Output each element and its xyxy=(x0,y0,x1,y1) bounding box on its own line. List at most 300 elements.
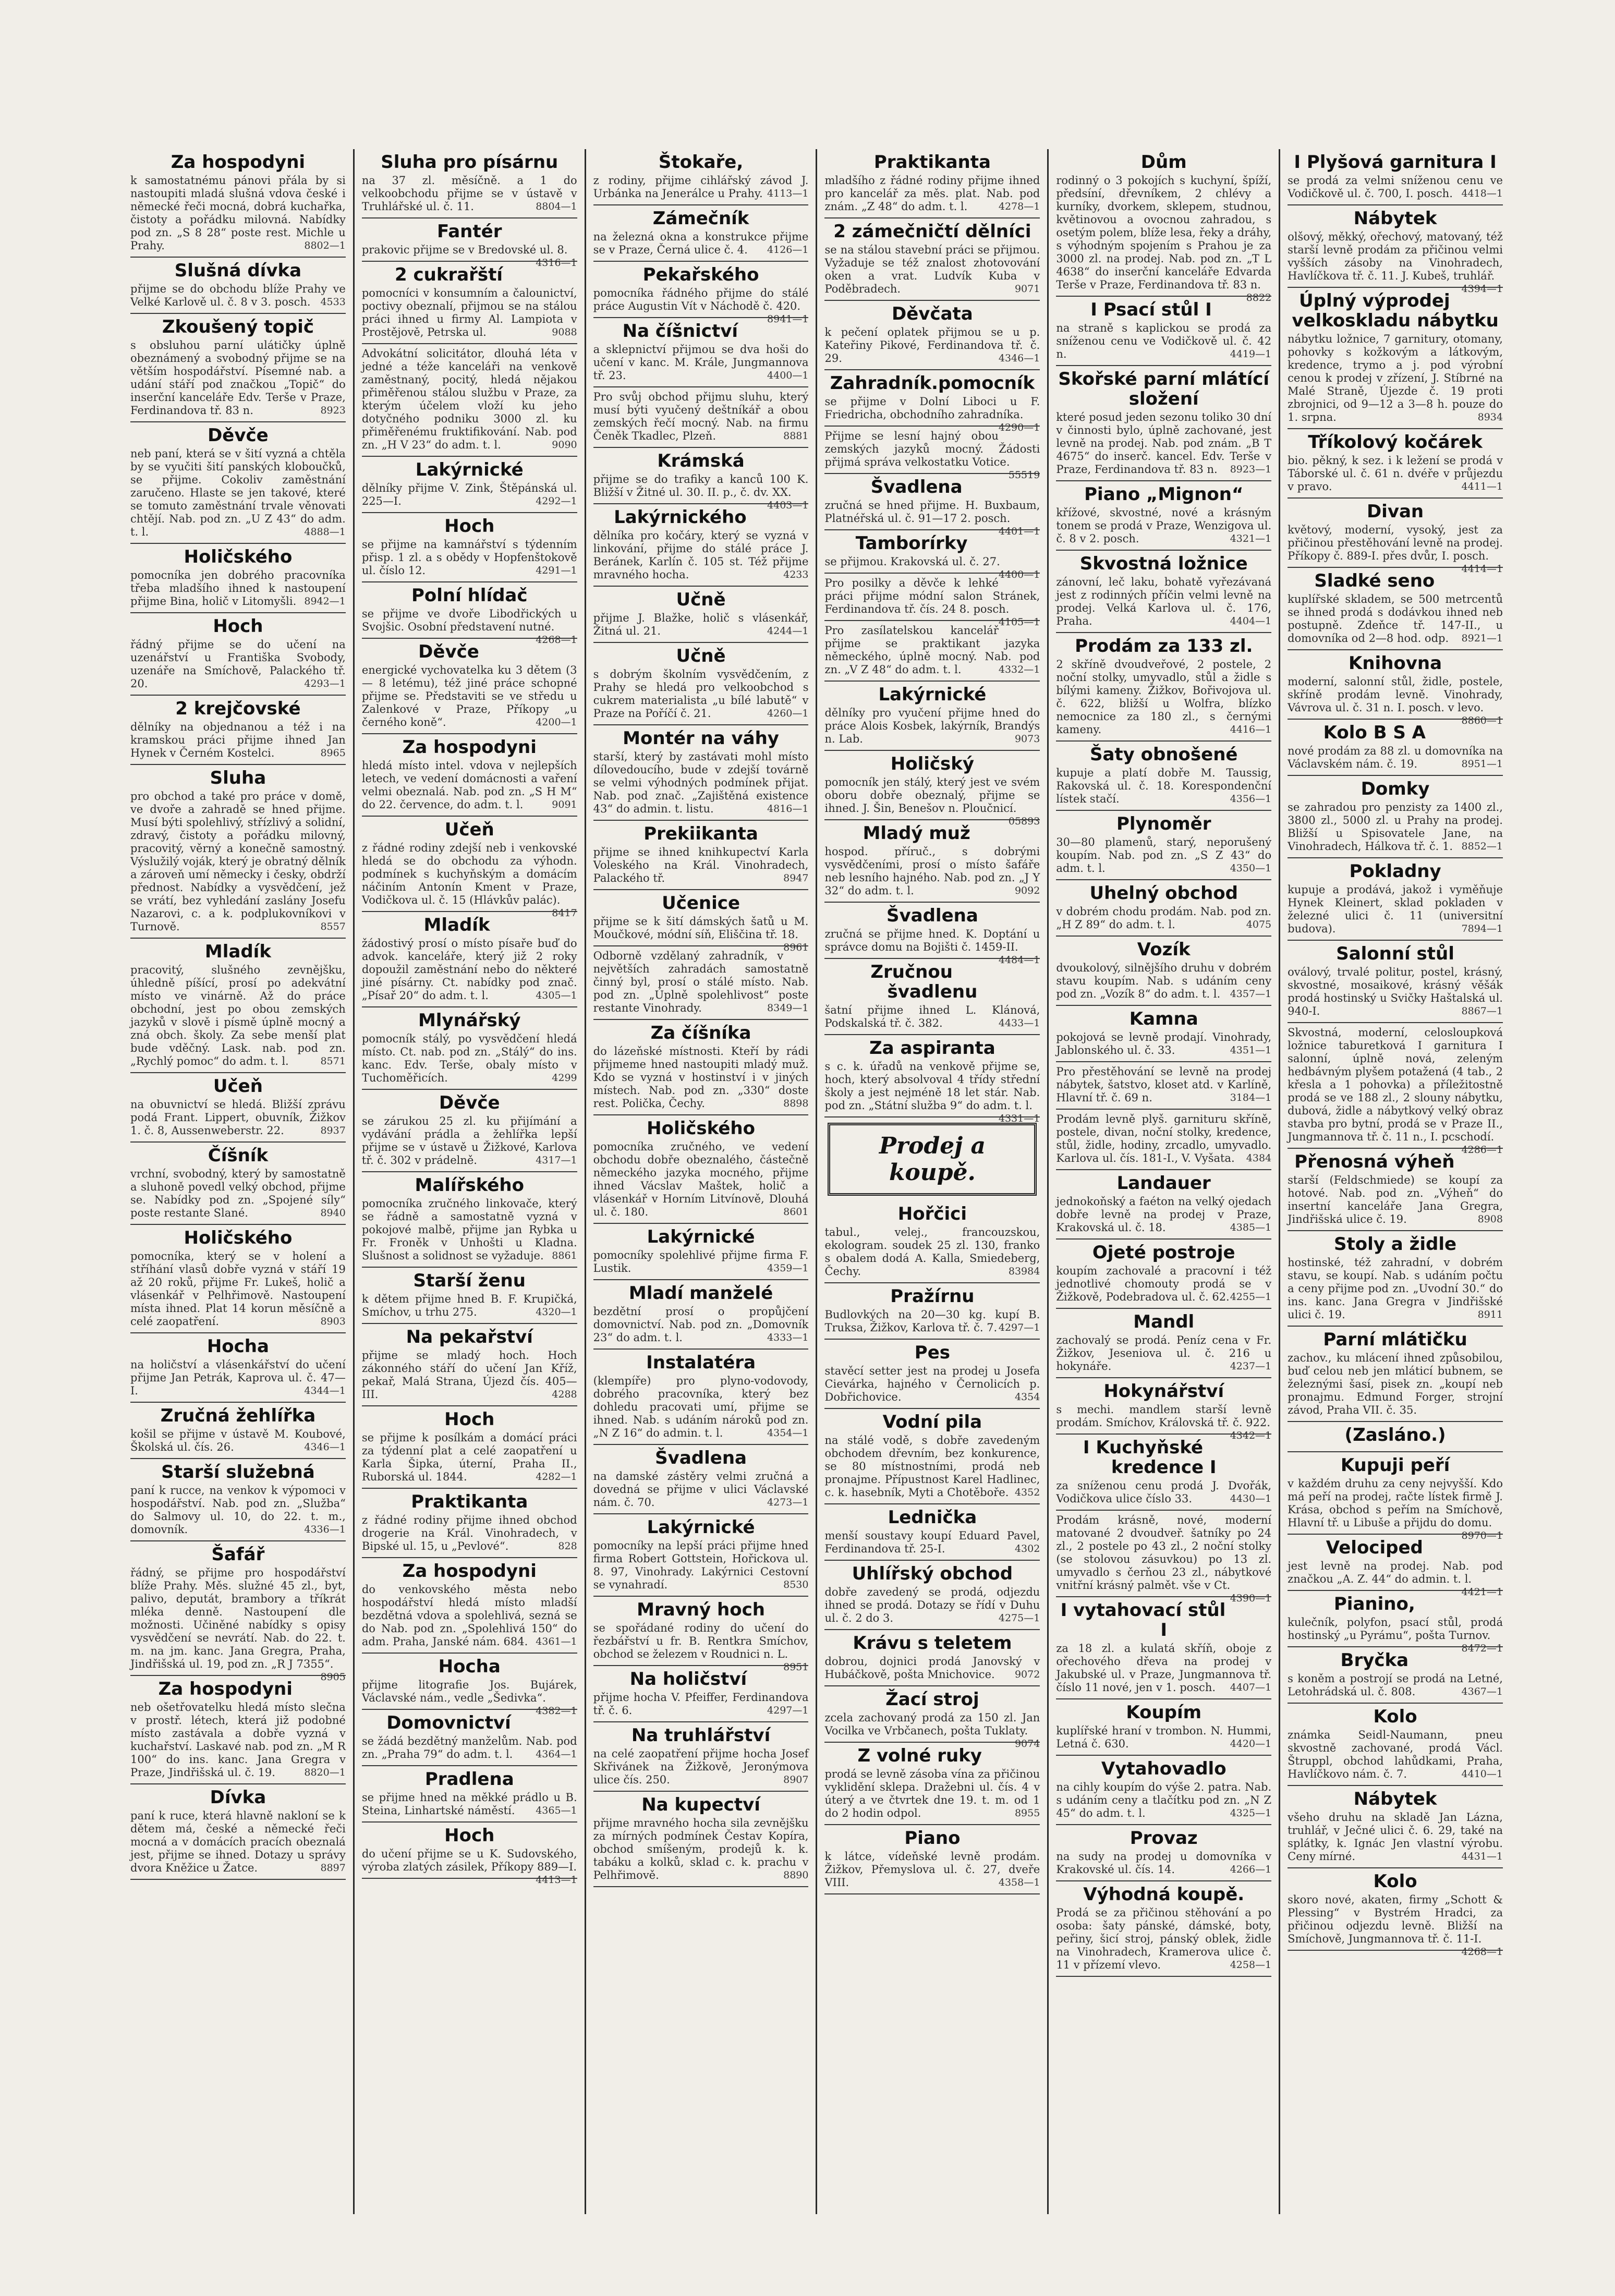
classified-ad xyxy=(1056,1435,1271,1511)
ad-text xyxy=(1056,1514,1272,1604)
ad-body: květový, moderní, vysoký, jest za přičinou přestěhování levně na prodej. Příkopy č. 889-I. přes dvůr, I. posch. xyxy=(1288,524,1503,562)
ad-number: 4297—1 xyxy=(767,1705,809,1716)
ad-heading: Velociped xyxy=(1326,1537,1423,1558)
ad-heading: Krávu s teletem xyxy=(853,1633,1012,1654)
ad-text xyxy=(824,1768,1040,1820)
ad-number: 4394—1 xyxy=(1461,283,1503,295)
classified-ad xyxy=(130,1541,346,1683)
ad-body: prodá se levně zásoba vína za přičinou vyklidění sklepa. Dražebni ul. čís. 4 v úterý a ve čtvrtek dne 19. t. m. od 1 do 2 hodin odpol. xyxy=(824,1768,1040,1819)
classified-ad xyxy=(362,1766,577,1823)
ad-body: pomocník stálý, po vysvědčení hledá místo. Ct. nab. pod zn. „Stálý“ do ins. kanc. Edv. Terše, obaly místo v Tuchoměřicích. xyxy=(361,1032,577,1084)
ad-text xyxy=(824,1308,1040,1334)
classified-ad xyxy=(361,817,577,919)
column-1 xyxy=(123,149,355,2214)
classified-columns xyxy=(123,149,1510,2214)
ad-number: 4233 xyxy=(783,569,809,580)
ad-text xyxy=(1056,411,1271,476)
ad-heading: Dívka xyxy=(210,1787,266,1808)
ad-text xyxy=(1056,1850,1271,1876)
ad-text xyxy=(1288,1256,1503,1321)
ad-text xyxy=(130,1484,346,1536)
ad-text xyxy=(824,174,1040,213)
classified-ad xyxy=(1056,1006,1271,1062)
ad-body: na holičství a vlásenkářství do učení přijme Jan Petrák, Kaprova ul. č. 47—I. xyxy=(130,1358,346,1397)
ad-heading: Výhodná koupě. xyxy=(1083,1884,1245,1905)
classified-ad xyxy=(1288,1149,1503,1231)
ad-text xyxy=(130,638,346,690)
column-5 xyxy=(1049,149,1280,2214)
ad-text xyxy=(593,529,809,581)
classified-ad xyxy=(824,1201,1040,1283)
ad-heading: Plynoměr xyxy=(1116,813,1211,834)
ad-text xyxy=(130,1428,346,1454)
ad-body: přijme se k šití dámských šatů u M. Moučkové, módní síň, Eliščina tř. 18. xyxy=(593,915,809,941)
classified-ad xyxy=(1056,1756,1271,1825)
classified-ad xyxy=(593,387,809,448)
ad-body: se přijme v Dolní Liboci u F. Friedricha, obchodního zahradníka. xyxy=(824,395,1040,421)
ad-text xyxy=(1056,1334,1271,1373)
classified-ad xyxy=(593,1514,809,1597)
ad-text xyxy=(824,244,1040,296)
ad-number: 4431—1 xyxy=(1461,1851,1503,1862)
classified-ad xyxy=(824,301,1040,370)
classified-ad xyxy=(361,1823,577,1886)
ad-heading: Pražírnu xyxy=(890,1286,975,1307)
classified-ad xyxy=(130,1459,346,1541)
ad-number: 8903 xyxy=(320,1316,346,1327)
ad-text xyxy=(130,174,346,252)
ad-number: 8921—1 xyxy=(1461,633,1503,644)
ad-body: Skvostná, moderní, celosloupková ložnice taburetková I garnitura I salonní, úplně nová, zeleným hedbávným plyšem potažená (4 tab., 2 křesla a 1 pohovka) a příležitostně prodá se ve 188 zl., 2 slouny nábytku, dubová, židle a nábytkový velký obraz stavba pro bytní, prodá se v Praze II., Jungmannova tř. č. 11 n., I. pcschodí. xyxy=(1288,1026,1503,1143)
ad-body: z rodiny, přijme cihlářský závod J. Urbánka na Jenerálce u Prahy. xyxy=(593,174,809,200)
ad-heading: Sluha pro písárnu xyxy=(381,152,558,173)
classified-ad xyxy=(1288,288,1503,429)
ad-number: 4418—1 xyxy=(1461,188,1503,199)
ad-number: 8923—1 xyxy=(1230,464,1272,475)
ad-number: 4126—1 xyxy=(767,244,809,256)
ad-heading: Lakýrnické xyxy=(647,1517,755,1538)
ad-text xyxy=(593,915,809,953)
ad-text xyxy=(1056,962,1271,1001)
ad-heading: Bryčka xyxy=(1340,1650,1409,1671)
ad-heading: Učně xyxy=(676,646,726,666)
classified-ad xyxy=(362,513,577,582)
ad-text xyxy=(593,750,809,816)
ad-number: 4105—1 xyxy=(998,616,1040,628)
ad-text xyxy=(1288,675,1503,726)
ad-body: 30—80 plamenů, starý, neporušený koupím. Nab. pod zn. „S Z 43“ do adm. t. l. xyxy=(1056,836,1272,874)
classified-ad xyxy=(130,613,346,696)
classified-ad xyxy=(1056,149,1272,303)
ad-heading: Zručná žehlířka xyxy=(160,1405,316,1426)
ad-number: 4344—1 xyxy=(304,1385,346,1396)
ad-body: pomocníka zručného, ve vedení obchodu dobře obeznalého, částečně německého jazyka mocného, přijme ihned Vácslav Maštek, holič a vlásenkář v Horním Litvínově, Dlouhá ul. č. 180. xyxy=(593,1140,809,1218)
ad-number: 4358—1 xyxy=(998,1877,1040,1888)
classified-ad xyxy=(1056,551,1271,633)
ad-text xyxy=(593,391,809,443)
column-3 xyxy=(586,149,818,2214)
ad-body: na celé zaopatření přijme hocha Josef Skřivánek na Žižkově, Jeronýmova ulice čís. 250. xyxy=(593,1747,809,1786)
classified-ad xyxy=(593,1597,809,1673)
ad-heading: Nábytek xyxy=(1353,1789,1437,1809)
ad-number: 4361—1 xyxy=(536,1636,577,1647)
ad-heading: Zahradník.pomocník xyxy=(830,373,1035,394)
ad-heading: Vodní pila xyxy=(882,1412,982,1432)
ad-text xyxy=(1288,1560,1503,1598)
ad-number: 8955 xyxy=(1014,1807,1040,1819)
ad-body: košil se přijme v ústavě M. Koubové, Školská ul. čís. 26. xyxy=(130,1428,346,1453)
ad-body: Pro přestěhování se levně na prodej nábytek, šatstvo, kloset atd. v Karlíně, Hlavní tř. č. 69 n. xyxy=(1056,1065,1272,1104)
ad-number: 4416—1 xyxy=(1230,724,1272,735)
ad-number: 8907 xyxy=(783,1774,809,1785)
ad-body: pomocníci v konsumním a čalounictví, poctivy obeznalí, přijmou se na stálou práci ihned u firmy Al. Lampiota v Prostějově, Petrska ul. xyxy=(361,287,577,338)
ad-body: zánovní, leč laku, bohatě vyřezávaná jest z rodinných příčin velmi levně na prodej. Velká Karlova ul. č. 176, Praha. xyxy=(1056,576,1272,627)
ad-body: se spořádané rodiny do učení do řezbářství u fr. B. Rentkra Smíchov, obchod se železem v Roudnici n. L. xyxy=(593,1622,809,1660)
classified-ad xyxy=(1056,481,1271,551)
ad-number: 4237—1 xyxy=(1230,1360,1272,1372)
ad-heading: Starší služebná xyxy=(161,1462,315,1483)
ad-heading: Mladík xyxy=(204,941,271,962)
ad-number: 4888—1 xyxy=(304,526,346,538)
ad-number: 4331—1 xyxy=(998,1113,1040,1124)
ad-text xyxy=(1288,745,1503,771)
classified-ad xyxy=(824,1035,1040,1124)
ad-body: zručná se hned přijme. H. Buxbaum, Platnéřská ul. č. 91—17 2. posch. xyxy=(824,499,1040,525)
ad-text xyxy=(362,482,577,508)
ad-body: nové prodám za 88 zl. u domovníka na Václavském nám. č. 19. xyxy=(1288,745,1503,770)
ad-heading: Hoch xyxy=(444,1409,495,1430)
ad-text xyxy=(130,1809,346,1875)
ad-body: neb ošetřovatelku hledá místo slečna v prostř. létech, která již podobné místo zastávala a dobře vyzná v kuchařství. Laskavé nab. pod zn. „M R 100“ do ins. kanc. Jana Gregra v Praze, Jindřišská ul. č. 19. xyxy=(130,1701,346,1779)
ad-number: 4268—1 xyxy=(1461,1946,1503,1958)
ad-heading: Ojeté postroje xyxy=(1092,1242,1235,1263)
ad-text xyxy=(362,174,577,213)
ad-heading: Divan xyxy=(1366,501,1424,522)
ad-text xyxy=(1288,454,1503,493)
ad-body: řádný přijme se do učení na uzenářství u Františka Svobody, uzenáře na Smíchově, Palackého tř. 20. xyxy=(130,638,346,690)
classified-ad xyxy=(1288,1452,1503,1541)
ad-body: a sklepnictví přijmou se dva hoši do učení v kanc. M. Krále, Jungmannova tř. 23. xyxy=(593,343,809,382)
ad-body: Advokátní solicitátor, dlouhá léta v jedné a téže kanceláři na venkově zaměstnaný, pocitý, hledá nějakou přiměřenou stálou službu v Praze, za kterým účelem vloží ku jeho dotyčného podniku 3000 zl. ku přiměřenému fruktifikování. Nab. pod zn. „H V 23“ do adm. t. l. xyxy=(361,347,577,451)
ad-text xyxy=(361,842,577,919)
ad-number: 4325—1 xyxy=(1230,1807,1272,1819)
ad-number: 7894—1 xyxy=(1461,923,1503,934)
ad-body: kupuje a platí dobře M. Taussig, Rakovská ul. č. 18. Korespondenční lístek stačí. xyxy=(1056,767,1272,805)
ad-heading: Dům xyxy=(1140,152,1187,173)
ad-number: 4260—1 xyxy=(767,708,809,719)
classified-ad xyxy=(593,262,809,325)
ad-text xyxy=(130,1098,346,1137)
ad-heading: Děvčata xyxy=(892,303,973,324)
ad-number: 8881 xyxy=(783,430,809,442)
ad-heading: Na pekařství xyxy=(406,1327,533,1347)
ad-number: 83984 xyxy=(1008,1266,1040,1277)
ad-heading: 2 krejčovské xyxy=(175,698,301,719)
ad-heading: Uhlířský obchod xyxy=(852,1563,1013,1584)
ad-number: 8530 xyxy=(783,1579,809,1590)
ad-body: na železná okna a konstrukce přijme se v Praze, Černá ulice č. 4. xyxy=(593,230,809,256)
ad-body: olšový, měkký, ořechový, matovaný, též starší levně prodám za přičinou velmi vyšších zásoby na Vinohradech, Havlíčkova tř. č. 11. J. Kubeš, truhlář. xyxy=(1288,230,1503,282)
ad-heading: Stoly a židle xyxy=(1334,1234,1457,1255)
ad-body: pomocníka řádného přijme do stálé práce Augustin Vít v Náchodě č. 420. xyxy=(593,287,809,312)
ad-text xyxy=(1288,801,1503,853)
ad-body: přijme hocha V. Pfeiffer, Ferdinandova tř. č. 6. xyxy=(593,1691,809,1717)
ad-heading: (Zasláno.) xyxy=(1344,1425,1446,1445)
classified-ad xyxy=(824,1409,1040,1504)
ad-number: 8934 xyxy=(1477,411,1503,423)
ad-body: přijme litografie Jos. Bujárek, Václavské nám., vedle „Šedivka“. xyxy=(361,1679,577,1704)
ad-number: 4297—1 xyxy=(998,1322,1040,1333)
ad-number: 4200—1 xyxy=(536,716,577,728)
ad-text xyxy=(130,569,346,608)
ad-number: 4292—1 xyxy=(536,495,577,507)
ad-heading: Šafář xyxy=(211,1544,265,1565)
classified-ad xyxy=(1056,937,1271,1006)
ad-number: 4266—1 xyxy=(1230,1864,1272,1875)
classified-ad xyxy=(593,1792,809,1887)
ad-number: 8417 xyxy=(552,907,577,919)
ad-body: dělníky pro vyučení přijme hned do práce Alois Kosbek, lakýrník, Brandýs n. Lab. xyxy=(824,707,1040,745)
ad-number: 9088 xyxy=(552,326,577,338)
ad-number: 9090 xyxy=(552,439,577,451)
ad-text xyxy=(593,1045,809,1110)
ad-text xyxy=(593,1539,809,1592)
ad-number: 4354—1 xyxy=(767,1427,809,1439)
classified-ad xyxy=(593,318,809,387)
ad-body: (klempíře) pro plyno-vodovody, dobrého pracovníka, který bez dohledu pracovati umí, přijme se ihned. Nab. s udáním nároků pod zn. „N Z 16“ do admin. t. l. xyxy=(593,1375,809,1439)
ad-heading: Za hospodyni xyxy=(158,1679,293,1699)
ad-body: za 18 zl. a kulatá skříň, oboje z ořechového dřeva na prodej v Jakubské ul. v Praze, Jungmannova tř. číslo 11 nové, jen v 1. posch. xyxy=(1056,1642,1272,1694)
ad-heading: Úplný výprodej velkoskladu nábytku xyxy=(1292,290,1499,331)
ad-heading: Parní mlátičku xyxy=(1323,1329,1467,1350)
classified-ad xyxy=(362,912,577,1007)
ad-heading: Kolo xyxy=(1373,1871,1417,1892)
ad-text xyxy=(362,347,577,452)
ad-body: dobrou, dojnici prodá Janovský v Hubáčkově, pošta Mnichovice. xyxy=(824,1655,1040,1681)
ad-body: se přijme hned na měkké prádlo u B. Steina, Linhartské náměstí. xyxy=(361,1791,577,1817)
ad-heading: Zručnou švadlenu xyxy=(870,962,978,1002)
ad-text xyxy=(361,1679,577,1717)
ad-number: 4384 xyxy=(1246,1152,1272,1164)
classified-ad xyxy=(1056,811,1271,880)
classified-ad xyxy=(593,149,809,205)
ad-number: 4336—1 xyxy=(304,1524,346,1535)
classified-ad xyxy=(593,205,809,262)
ad-body: dobře zavedený se prodá, odjezdu ihned se prodá. Dotazy se řídí v Duhu ul. č. 2 do 3. xyxy=(824,1586,1040,1624)
classified-ad xyxy=(1288,650,1503,726)
classified-ad xyxy=(1288,429,1503,499)
classified-ad xyxy=(824,959,1040,1035)
ad-heading: Za hospodyni xyxy=(402,737,537,758)
ad-number: 9072 xyxy=(1014,1669,1040,1680)
column-4 xyxy=(817,149,1049,2214)
ad-heading: Hoch xyxy=(444,516,495,537)
ad-body: přijme se mladý hoch. Hoch zákonného stáří do učení Jan Kříž, pekař, Malá Strana, Újezd čís. 405—III. xyxy=(361,1349,577,1401)
classified-ad xyxy=(130,1676,346,1784)
ad-text xyxy=(361,608,577,646)
ad-number: 4419—1 xyxy=(1230,348,1272,360)
ad-heading: Praktikanta xyxy=(873,152,991,173)
ad-number: 8923 xyxy=(320,405,346,416)
ad-text xyxy=(1056,322,1271,361)
ad-text xyxy=(362,1115,577,1167)
ad-heading: Přenosná výheň xyxy=(1294,1151,1455,1172)
ad-text xyxy=(362,1735,577,1761)
ad-body: menší soustavy koupí Eduard Pavel, Ferdinandova tř. 25-I. xyxy=(824,1529,1040,1555)
ad-number: 4350—1 xyxy=(1230,862,1272,874)
ad-text xyxy=(1056,767,1271,806)
ad-text xyxy=(1288,1729,1503,1781)
ad-heading: Kolo xyxy=(1373,1706,1417,1727)
ad-number: 828 xyxy=(558,1540,577,1552)
ad-heading: Polní hlídač xyxy=(411,585,528,606)
ad-text xyxy=(361,1848,577,1886)
ad-body: k samostatnému pánovi přála by si nastoupiti mladá slušná vdova české i německé řeči mocná, dobrá kuchařka, čistoty a pořádku milovná. Nabídky pod zn. „S 8 28“ poste rest. Michle u Prahy. xyxy=(130,174,346,252)
classified-ad xyxy=(824,1630,1040,1686)
ad-text xyxy=(593,612,809,638)
ad-number: 4346—1 xyxy=(304,1441,346,1453)
ad-text xyxy=(1056,1195,1271,1234)
ad-number: 4317—1 xyxy=(536,1155,577,1166)
ad-number: 8860—1 xyxy=(1461,715,1503,726)
ad-heading: Koupím xyxy=(1126,1702,1202,1723)
classified-ad xyxy=(1288,1704,1503,1786)
ad-number: 8937 xyxy=(320,1125,346,1136)
ad-heading: Vozík xyxy=(1137,939,1191,960)
ad-text xyxy=(130,283,346,309)
ad-body: do lázeňské místnosti. Kteří by rádi přijmeme hned nastoupiti mladý muž. Kdo se vyzná v hostinství i v jiných místech. Nab. pod zn. „330“ doste rest. Polička, Čechy. xyxy=(593,1045,809,1110)
ad-number: 8908 xyxy=(1477,1213,1503,1225)
ad-text xyxy=(1056,576,1271,628)
classified-ad xyxy=(593,1666,809,1722)
ad-heading: Na truhlářství xyxy=(631,1725,771,1746)
classified-ad xyxy=(593,1350,809,1445)
ad-text xyxy=(1056,174,1272,303)
ad-heading: Prekiikanta xyxy=(643,823,758,844)
ad-text xyxy=(1056,1113,1271,1165)
ad-body: starší (Feldschmiede) se koupí za hotové. Nab. pod zn. „Výheň“ do insertní kanceláře Jana Gregra, Jindřišská ulice č. 19. xyxy=(1288,1174,1503,1225)
classified-ad xyxy=(362,149,577,218)
ad-heading: Hoch xyxy=(213,616,263,637)
ad-heading: Na holičství xyxy=(629,1669,747,1690)
ad-number: 4816—1 xyxy=(767,803,809,815)
classified-ad xyxy=(130,939,346,1073)
classified-ad xyxy=(824,1340,1040,1409)
ad-body: žádostivý prosí o místo písaře buď do advok. kanceláře, který již 2 roky dopoužil zaměstnání nebo do některé jiné písárny. Ct. nabídky pod znač. „Písař 20“ do adm. t. l. xyxy=(361,937,577,1002)
ad-body: s koněm a postrojí se prodá na Letné, Letohrádská ul. č. 808. xyxy=(1288,1672,1503,1698)
classified-ad xyxy=(1056,880,1271,937)
classified-ad xyxy=(362,1172,577,1268)
ad-body: k pečení oplatek přijmou se u p. Kateřiny Pikové, Ferdinandova tř. č. 29. xyxy=(824,326,1040,365)
classified-ad xyxy=(362,344,577,457)
ad-text xyxy=(824,1850,1040,1889)
ad-number: 8940 xyxy=(320,1207,346,1219)
ad-heading: Tamborírky xyxy=(855,533,968,554)
ad-number: 4401—1 xyxy=(998,526,1040,537)
ad-number: 4282—1 xyxy=(536,1471,577,1483)
ad-number: 4420—1 xyxy=(1230,1738,1272,1750)
ad-number: 4288 xyxy=(552,1389,577,1400)
ad-number: 8820—1 xyxy=(304,1767,346,1778)
classified-ad xyxy=(1056,1881,1271,1977)
ad-heading: I Psací stůl I xyxy=(1090,299,1212,320)
ad-text xyxy=(824,1711,1040,1750)
ad-body: do venkovského města nebo hospodářství hledá místo mladší bezdětná vdova a spolehlivá, sezná se do Nab. pod zn. „Spolehlivá 150“ do adm. Praha, Janské nám. 684. xyxy=(361,1583,577,1648)
ad-heading: Pes xyxy=(914,1342,950,1363)
ad-heading: Hořčici xyxy=(897,1204,967,1224)
ad-body: bezdětní prosí o propůjčení domovnictví. Nab. pod zn. „Domovník 23“ do adm. t. l. xyxy=(593,1305,809,1344)
ad-text xyxy=(130,339,346,417)
ad-text xyxy=(1288,1616,1503,1654)
section-banner: Prodej a koupě. xyxy=(828,1123,1037,1196)
classified-ad xyxy=(593,946,809,1020)
ad-text xyxy=(362,937,577,1002)
ad-heading: Sladké seno xyxy=(1314,570,1435,591)
ad-text xyxy=(130,447,346,539)
classified-ad xyxy=(1288,1868,1503,1958)
ad-text xyxy=(1288,1811,1503,1863)
ad-heading: Malířského xyxy=(415,1175,524,1196)
classified-ad xyxy=(362,1268,577,1324)
ad-text xyxy=(1288,1174,1503,1226)
ad-heading: Zkoušený topič xyxy=(162,317,314,337)
ad-body: se přijme ve dvoře Libodřických u Svojšic. Osobní představení nutné. xyxy=(361,608,577,633)
ad-body: se přijmou. Krakovská ul. č. 27. xyxy=(824,555,1000,568)
ad-heading: Slušná dívka xyxy=(174,260,302,281)
ad-number: 4385—1 xyxy=(1230,1222,1272,1233)
classified-ad xyxy=(1288,205,1503,295)
ad-heading: Šaty obnošené xyxy=(1089,744,1238,765)
ad-text xyxy=(1288,333,1503,424)
ad-number: 4299 xyxy=(552,1072,577,1084)
ad-body: paní k rucce, na venkov k výpomoci v hospodářství. Nab. pod zn. „Služba“ do Salmovy ul. 10, do 22. t. m., domovník. xyxy=(130,1484,346,1536)
ad-heading: Kupuji peří xyxy=(1340,1455,1450,1476)
classified-ad xyxy=(1056,1699,1271,1756)
ad-heading: Pianino, xyxy=(1333,1594,1415,1614)
ad-body: které posud jeden sezonu toliko 30 dní v činnosti bylo, úplně zachované, jest levně na prodej. Nab. pod znám. „B T 4675“ do inserč. kancel. Edv. Terše v Praze, Ferdinandova tř. 83 n. xyxy=(1056,411,1272,476)
ad-text xyxy=(130,721,346,760)
ad-number: 4351—1 xyxy=(1230,1044,1272,1056)
ad-body: křížové, skvostné, nové a krásným tonem se prodá v Praze, Wenzigova ul. č. 8 v 2. posch. xyxy=(1056,506,1272,545)
ad-text xyxy=(593,1140,809,1219)
classified-ad xyxy=(824,682,1040,751)
ad-heading: Mladý muž xyxy=(863,823,970,844)
classified-ad xyxy=(130,1143,346,1225)
ad-number: 4290—1 xyxy=(998,422,1040,433)
ad-number: 8802—1 xyxy=(304,240,346,251)
ad-text xyxy=(1288,1026,1503,1156)
classified-ad xyxy=(362,1406,577,1489)
ad-heading: Nábytek xyxy=(1353,208,1437,229)
ad-text xyxy=(1056,1781,1271,1820)
ad-text xyxy=(1056,1642,1271,1694)
ad-body: hospod. příruč., s dobrými vysvědčeními, prosí o místo šafáře neb lesního hajného. Nab. pod zn. „J Y 32“ do adm. t. l. xyxy=(824,845,1040,897)
ad-number: 4244—1 xyxy=(767,625,809,637)
classified-ad xyxy=(130,149,346,258)
classified-ad xyxy=(1288,1591,1503,1654)
ad-text xyxy=(362,1349,577,1401)
classified-ad xyxy=(593,1445,809,1514)
ad-number: 8861 xyxy=(552,1250,577,1261)
ad-body: dvoukolový, silnějšího druhu v dobrém stavu koupím. Nab. s udáním ceny pod zn. „Vozík 8“ do adm. t. l. xyxy=(1056,962,1272,1000)
ad-heading: Za číšníka xyxy=(650,1023,751,1043)
ad-body: nábytku ložnice, 7 garnitury, otomany, pohovky s kožkovým a látkovým, kredence, trymo a j. pod výrobní cenou k prodej v zřízení, J. Stíbrné na Malé Straně, Újezde č. 19 proti zbrojnici, od 9—12 a 3—8 h. pouze do 1. srpna. xyxy=(1288,333,1503,423)
classified-ad xyxy=(1056,1378,1272,1441)
ad-text xyxy=(1288,593,1503,645)
ad-number: 4404—1 xyxy=(1230,615,1272,627)
ad-text xyxy=(593,846,809,885)
classified-ad xyxy=(130,422,346,544)
